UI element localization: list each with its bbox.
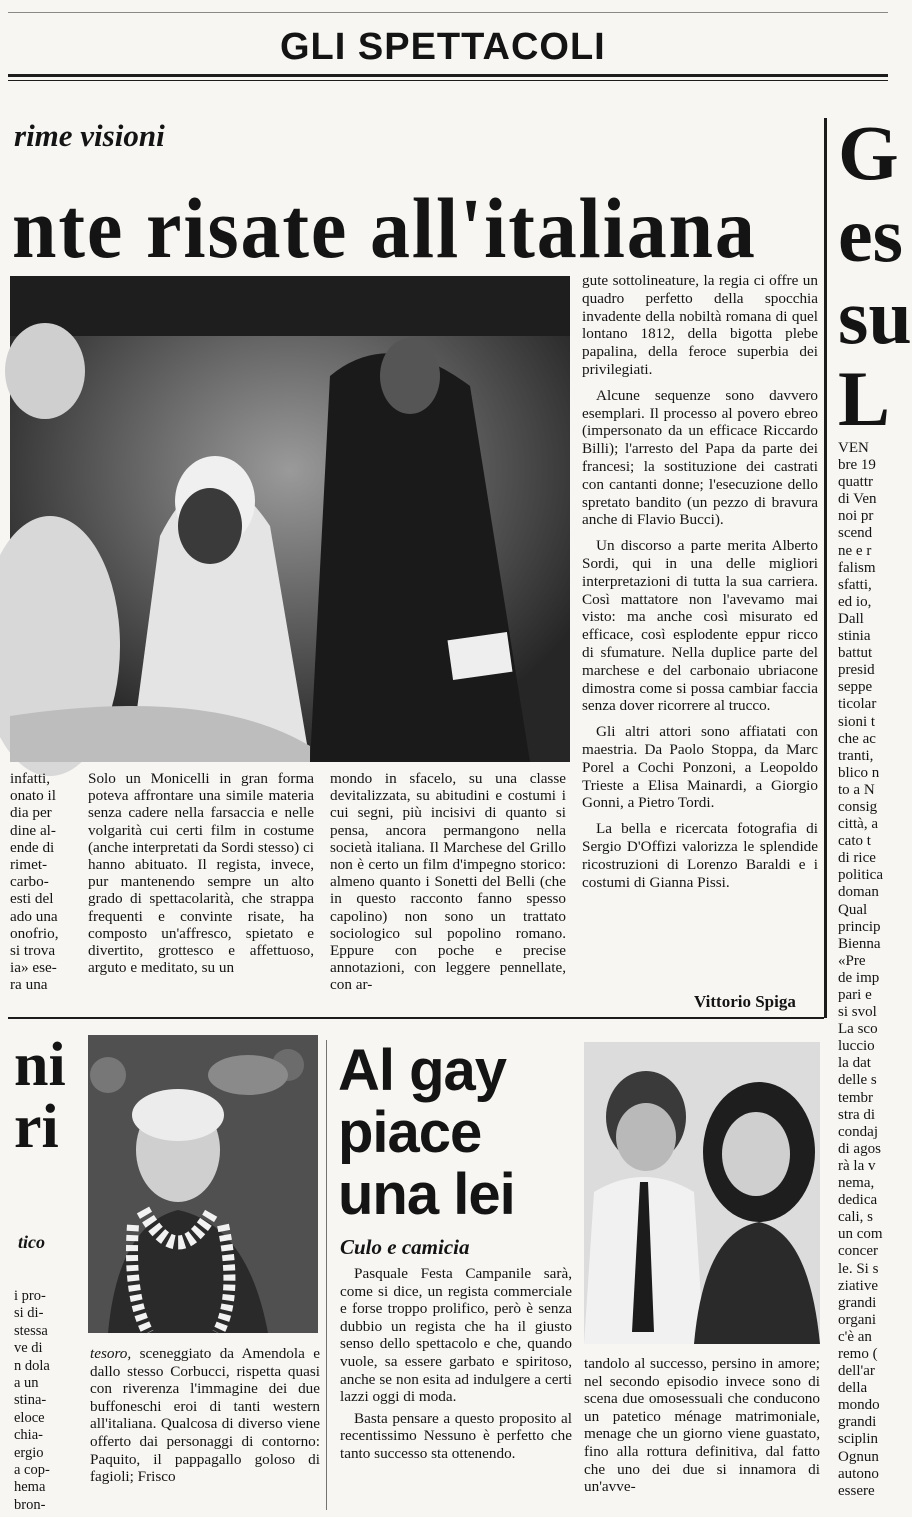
- fragment-line: grandi: [838, 1414, 877, 1431]
- article2-subtitle: Culo e camicia: [340, 1235, 470, 1259]
- article-column-2: mondo in sfacelo, su una classe devitalizzata, su abitudini e costumi i cui segni, più incisivi di quanto si pensa, ancora permangono nella società italiana. Il Marchese del Grillo non è certo un film d'impegno storico: almeno quanto i Sonetti del Belli (che in questo racconto fanno spesso capolino) non sono un trattato sociologico sul popolino romano. Eppure con poche e precise annotazioni, con leggere pennellate, con ar-: [330, 770, 566, 994]
- fragment-line: ende di: [10, 838, 55, 856]
- fragment-line: bron-: [14, 1496, 46, 1513]
- article-bottom-rule: [8, 1017, 824, 1019]
- column-rule-bottom: [326, 1040, 327, 1510]
- fragment-line: n dola: [14, 1357, 50, 1374]
- couple-photo-image: [584, 1042, 820, 1344]
- fragment-line: delle s: [838, 1072, 877, 1089]
- fragment-line: La sco: [838, 1021, 878, 1038]
- fragment-line: Ognun: [838, 1448, 879, 1465]
- bottom-left-column-fragment: [14, 1288, 74, 1513]
- fragment-line: concer: [838, 1243, 878, 1260]
- fragment-line: della: [838, 1380, 868, 1397]
- fragment-line: scend: [838, 525, 873, 542]
- fragment-line: autono: [838, 1465, 879, 1482]
- fragment-line: stessa: [14, 1322, 48, 1339]
- fragment-line: presid: [838, 662, 875, 679]
- headline: nte risate all'italiana: [12, 180, 757, 276]
- fragment-line: «Pre: [838, 952, 866, 969]
- article-column-3: [582, 272, 818, 988]
- fragment-line: falism: [838, 559, 876, 576]
- article2-column-2: tandolo al successo, persino in amore; nel secondo episodio invece sono di scena due omosessuali che conducono un patetico ménage matrimoniale, menage che un giorno viene guastato, fino alla rottura definitiva, dal fatto che uno dei due si innamora di un'avve-: [584, 1355, 820, 1496]
- fragment-line: esti del: [10, 890, 54, 908]
- fragment-line: mondo: [838, 1397, 880, 1414]
- fragment-line: ra una: [10, 976, 48, 994]
- fragment-line: ticolar: [838, 696, 877, 713]
- right-strip-body: [838, 440, 900, 1517]
- fragment-line: organi: [838, 1311, 877, 1328]
- actor-photo-image: [88, 1035, 318, 1333]
- scene-photo: [10, 276, 570, 762]
- fragment-line: luccio: [838, 1038, 875, 1055]
- paragraph: gute sottolineature, la regia ci offre un quadro perfetto della spocchia invadente della nobiltà romana di quel lontano 1812, della bigotta plebe papalina, della feroce superbia dei privilegiati.: [582, 272, 818, 378]
- fragment-line: VEN: [838, 440, 869, 456]
- fragment-line: grandi: [838, 1294, 877, 1311]
- masthead-rule-top: [8, 74, 888, 77]
- kicker: rime visioni: [14, 118, 165, 153]
- fragment-line: i pro-: [14, 1288, 46, 1304]
- fragment-line: dia per: [10, 804, 52, 822]
- fragment-line: a un: [14, 1375, 39, 1392]
- fragment-line: Bienna: [838, 935, 881, 952]
- fragment-line: condaj: [838, 1123, 878, 1140]
- fragment-line: ne e r: [838, 542, 872, 559]
- fragment-line: di Ven: [838, 491, 877, 508]
- top-rule: [8, 12, 888, 13]
- fragment-line: onato il: [10, 787, 56, 805]
- fragment-line: noi pr: [838, 508, 874, 525]
- fragment-line: tembr: [838, 1089, 873, 1106]
- paragraph: Alcune sequenze sono davvero esemplari. Il processo al povero ebreo (impersonato da un efficace Riccardo Billi); l'arresto del Papa da parte dei francesi; la sostituzione dei castrati con cantanti donne; l'esecuzione dello spretato bandito (un pezzo di bravura anche di Flavio Bucci).: [582, 386, 818, 529]
- fragment-line: rimet-: [10, 856, 48, 874]
- section-title: GLI SPETTACOLI: [280, 26, 606, 68]
- fragment-line: le. Si s: [838, 1260, 879, 1277]
- fragment-line: sioni t: [838, 713, 876, 730]
- fragment-line: dell'ar: [838, 1363, 875, 1380]
- fragment-line: cali, s: [838, 1209, 873, 1226]
- fragment-line: blico n: [838, 764, 880, 781]
- fragment-line: di rice: [838, 850, 876, 867]
- fragment-line: ve di: [14, 1340, 43, 1357]
- paragraph: Pasquale Festa Campanile sarà, come si dice, un regista commerciale e forse troppo prolifico, però è senza dubbio un regista che ha il giusto senso dello spettacolo e che, quando vuole, sa essere garbato e spiritoso, anche se non esita ad indulgere a certi lazzi oggi di moda.: [340, 1265, 572, 1406]
- bottom-left-kicker: tico: [18, 1232, 45, 1252]
- fragment-line: un com: [838, 1226, 883, 1243]
- column-rule-right: [824, 118, 827, 1018]
- article-column-1: Solo un Monicelli in gran forma poteva affrontare una simile materia senza cadere nella farsaccia e nelle volgarità cui certi film in costume (anche interpretati da Sordi stesso) ci hanno abituato. Il regista, invece, pur mantenendo sempre un alto grado di spettacolarità, che strappa frequenti e convinte risate, ha composto un'affresco, spietato e divertito, grottesco e affettuoso, arguto e meditato, su un: [88, 770, 314, 977]
- fragment-line: città, a: [838, 816, 878, 833]
- fragment-line: la dat: [838, 1055, 871, 1072]
- article2-column-1: [340, 1265, 572, 1513]
- fragment-line: politica: [838, 867, 883, 884]
- fragment-line: doman: [838, 884, 879, 901]
- fragment-line: ergio: [14, 1444, 44, 1461]
- fragment-line: stinia: [838, 628, 871, 645]
- paragraph: Un discorso a parte merita Alberto Sordi, qui in una delle migliori interpretazioni di tutta la sua carriera. Così mattatore non l'avevamo mai visto: ma anche così misurato ed efficace, così esplodente eppur ricco di sfumature. Nella duplice parte del marchese e del carbonaio ubriacone dimostra come si possa cambiar faccia senza dover ricorrere al trucco.: [582, 537, 818, 715]
- paragraph: Basta pensare a questo proposito al recentissimo Nessuno è perfetto che tanto successo sta ottenendo.: [340, 1409, 572, 1462]
- fragment-line: sciplin: [838, 1431, 878, 1448]
- fragment-line: infatti,: [10, 770, 51, 787]
- actor-photo: [88, 1035, 318, 1333]
- fragment-line: consig: [838, 798, 878, 815]
- fragment-line: ziative: [838, 1277, 878, 1294]
- fragment-line: eloce: [14, 1409, 45, 1426]
- fragment-line: si di-: [14, 1305, 44, 1322]
- fragment-line: c'è an: [838, 1328, 872, 1345]
- article-column-fragment: [10, 770, 72, 1000]
- bottom-center-text: sceneggiato da Amendola e dallo stesso Corbucci, rispetta quasi con riverenza l'immagine dei due buffoneschi eroi di tanti western all'italiana. Qualcosa di diverso viene offerto dai personaggi di contorno: Paquito, il pappagallo goloso di fagioli; Frisco: [90, 1345, 320, 1486]
- fragment-line: chia-: [14, 1427, 43, 1444]
- fragment-line: pari e: [838, 987, 872, 1003]
- couple-photo: [584, 1042, 820, 1344]
- fragment-line: stra di: [838, 1106, 876, 1123]
- fragment-line: tranti,: [838, 747, 874, 764]
- bottom-left-headline: ni ri: [14, 1031, 66, 1161]
- fragment-line: remo (: [838, 1345, 878, 1362]
- fragment-line: sfatti,: [838, 576, 872, 593]
- fragment-line: Qual: [838, 901, 868, 918]
- fragment-line: cato t: [838, 833, 871, 850]
- fragment-line: ia» ese-: [10, 959, 57, 977]
- fragment-line: hema: [14, 1479, 46, 1496]
- fragment-line: dedica: [838, 1192, 878, 1209]
- byline: Vittorio Spiga: [694, 992, 796, 1011]
- fragment-line: si trova: [10, 942, 56, 960]
- fragment-line: seppe: [838, 679, 873, 696]
- fragment-line: stina-: [14, 1392, 47, 1409]
- fragment-line: princip: [838, 918, 881, 935]
- fragment-line: rà la v: [838, 1157, 876, 1174]
- fragment-line: to a N: [838, 781, 875, 798]
- paragraph: La bella e ricercata fotografia di Sergio D'Offizi valorizza le splendide ricostruzioni di Lorenzo Baraldi e i costumi di Gianna Pissi.: [582, 820, 818, 891]
- fragment-line: nema,: [838, 1175, 875, 1192]
- fragment-line: si svol: [838, 1004, 877, 1021]
- masthead-rule-bottom: [8, 80, 888, 81]
- fragment-line: dine al-: [10, 821, 56, 839]
- lead-italic: tesoro,: [90, 1345, 132, 1362]
- fragment-line: ado una: [10, 907, 58, 925]
- scene-photo-image: [10, 276, 570, 762]
- fragment-line: di agos: [838, 1140, 881, 1157]
- fragment-line: quattr: [838, 474, 873, 491]
- fragment-line: onofrio,: [10, 924, 59, 942]
- fragment-line: ed io,: [838, 593, 872, 610]
- fragment-line: battut: [838, 645, 873, 662]
- bottom-center-column: [90, 1345, 320, 1513]
- fragment-line: de imp: [838, 969, 880, 986]
- paragraph: Gli altri attori sono affiatati con maestria. Da Paolo Stoppa, da Marc Porel a Cochi Ponzoni, a Leopoldo Trieste a Elisa Mainardi, a Giorgio Gonni, a Pietro Tordi.: [582, 723, 818, 812]
- fragment-line: Dall: [838, 610, 864, 627]
- fragment-line: carbo-: [10, 873, 49, 891]
- fragment-line: a cop-: [14, 1462, 50, 1479]
- fragment-line: che ac: [838, 730, 876, 747]
- fragment-line: essere: [838, 1482, 875, 1499]
- fragment-line: bre 19: [838, 457, 876, 474]
- article2-headline: Al gay piace una lei: [338, 1038, 515, 1227]
- right-strip-headline: G es su L: [838, 109, 912, 442]
